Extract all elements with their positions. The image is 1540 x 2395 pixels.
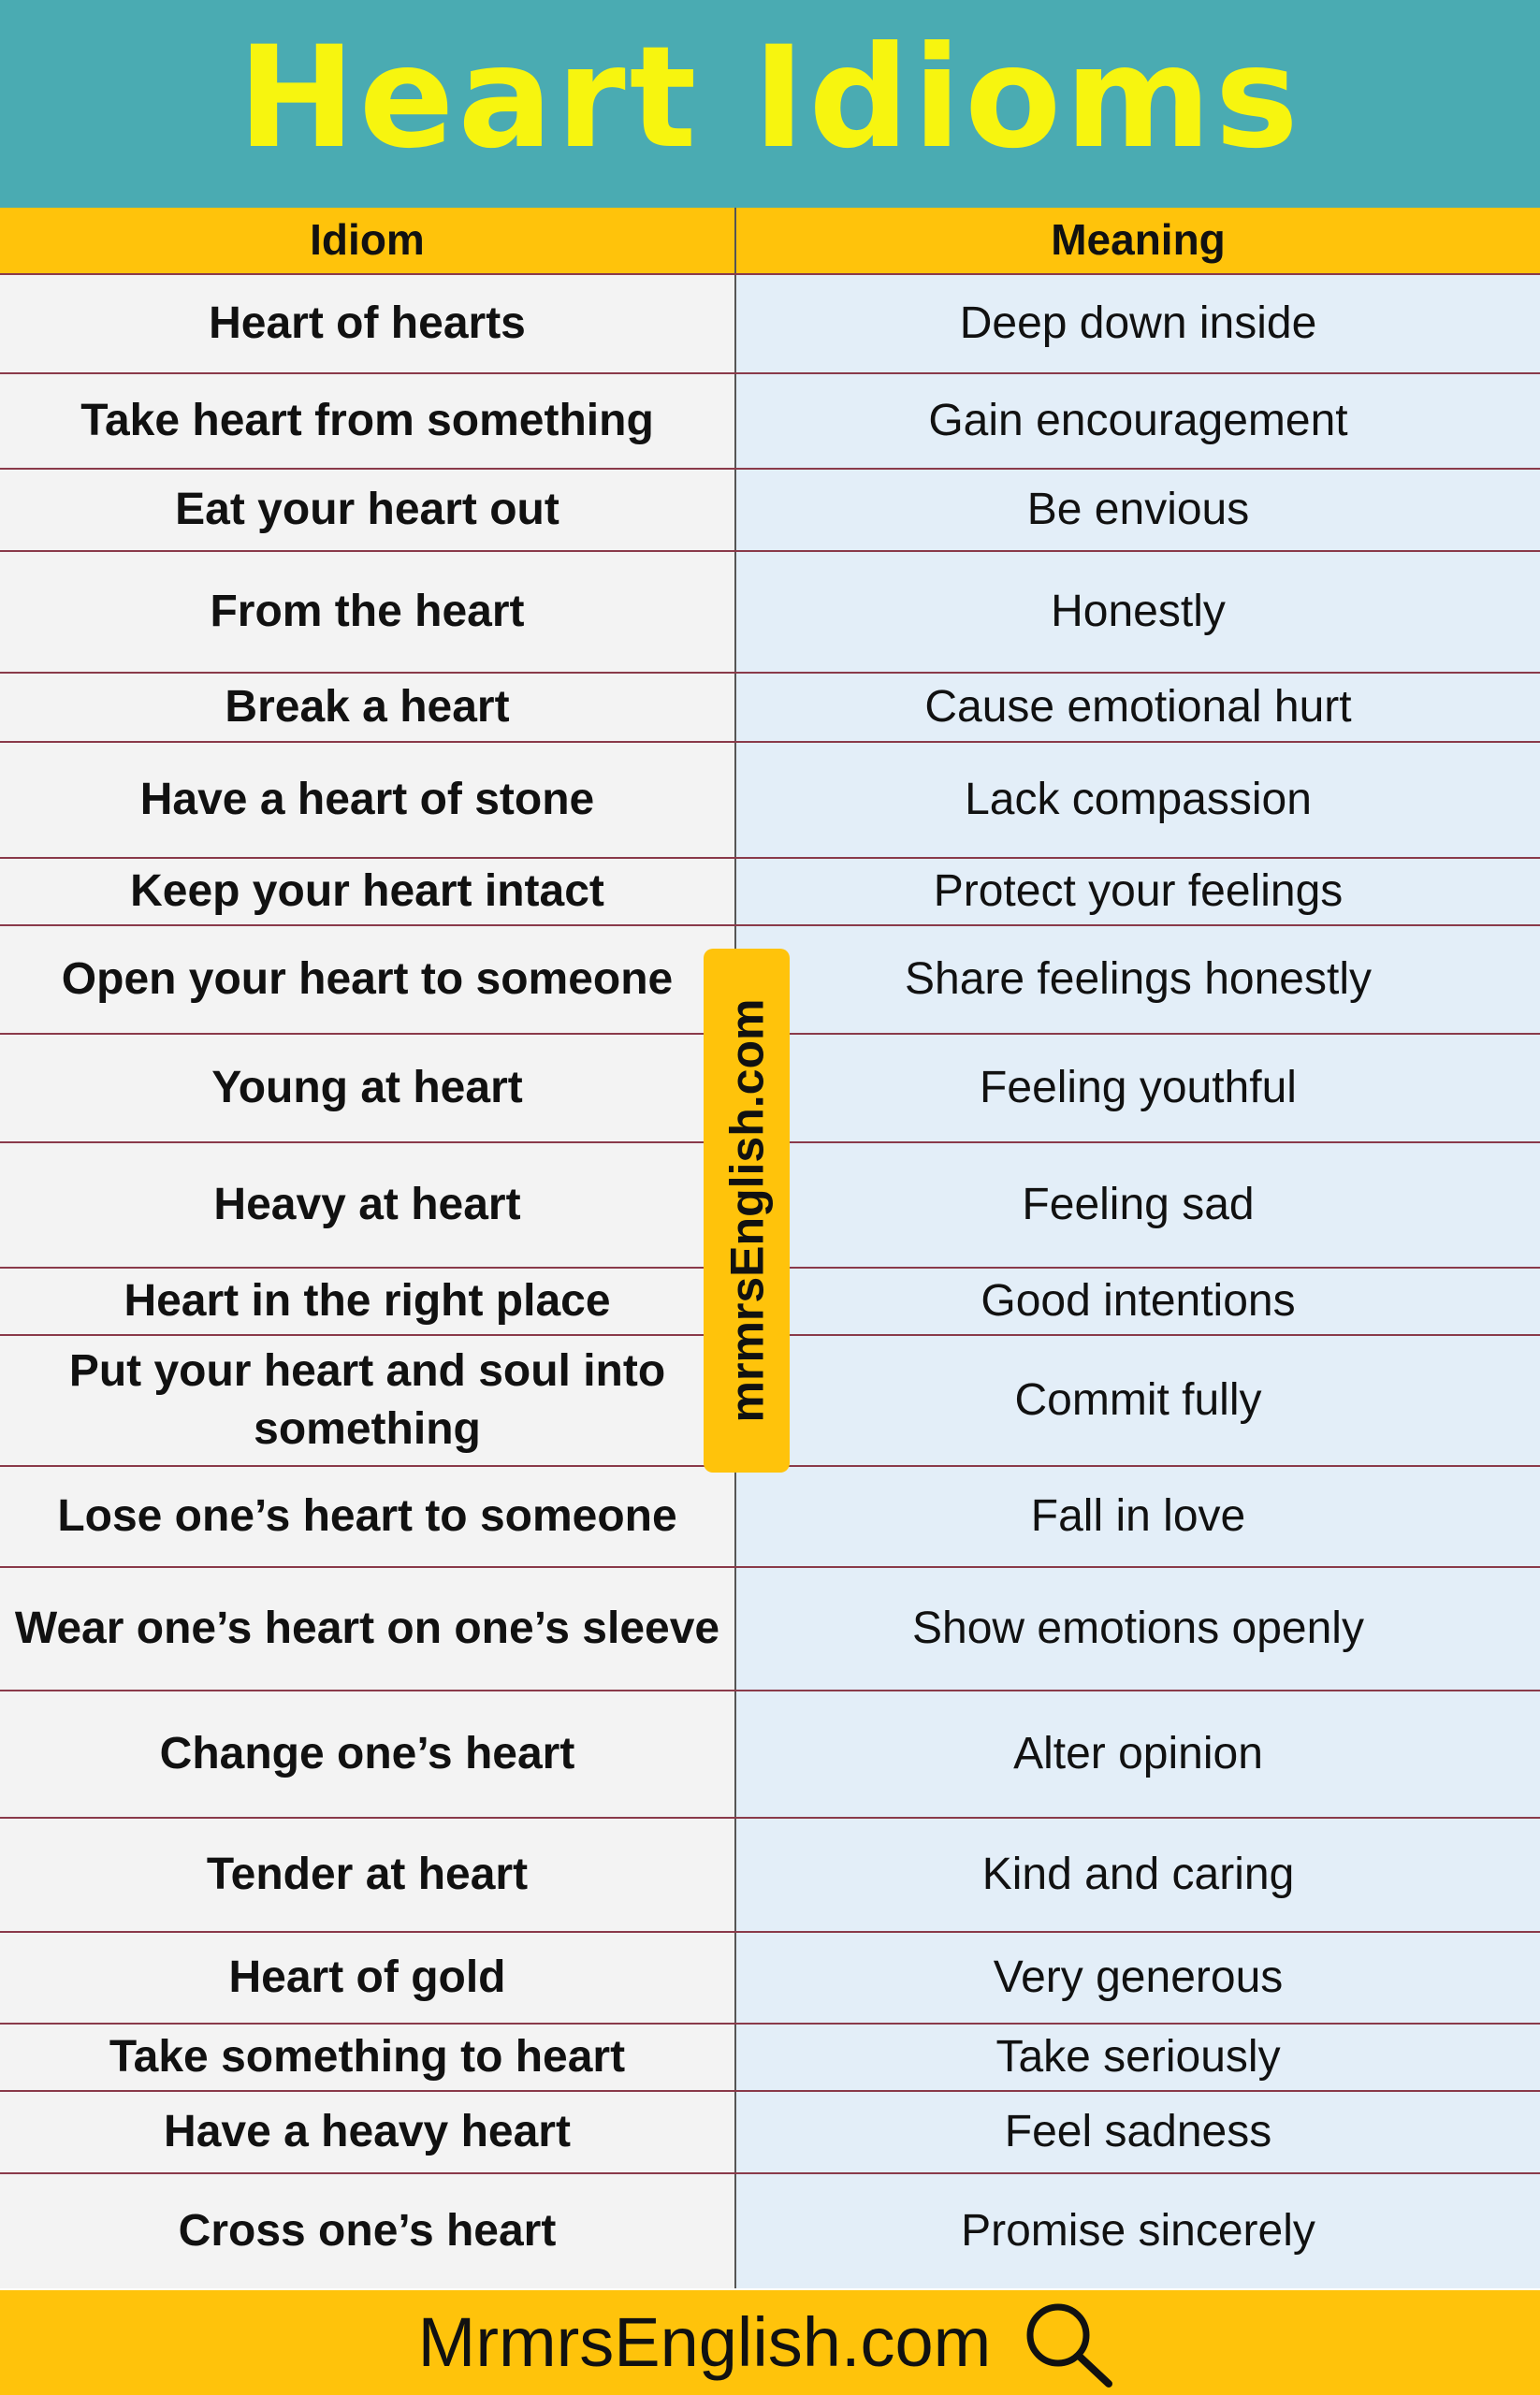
table-row [0, 275, 1540, 374]
idiom-cell: Keep your heart intact [0, 859, 736, 924]
footer-banner [0, 2290, 1540, 2395]
table-row [0, 743, 1540, 859]
meaning-cell: Honestly [736, 552, 1540, 672]
idiom-cell: Wear one’s heart on one’s sleeve [0, 1568, 736, 1690]
meaning-cell: Good intentions [736, 1269, 1540, 1334]
idiom-cell: Change one’s heart [0, 1691, 736, 1817]
meaning-cell: Be envious [736, 470, 1540, 550]
idiom-cell: Have a heart of stone [0, 743, 736, 857]
table-row [0, 674, 1540, 743]
meaning-cell: Show emotions openly [736, 1568, 1540, 1690]
idiom-cell: Put your heart and soul into something [0, 1336, 736, 1465]
table-row [0, 1819, 1540, 1933]
table-row [0, 2174, 1540, 2288]
table-row [0, 1568, 1540, 1691]
idiom-cell: Heart in the right place [0, 1269, 736, 1334]
idiom-cell: Lose one’s heart to someone [0, 1467, 736, 1566]
table-row [0, 1691, 1540, 1819]
table-header-row [0, 208, 1540, 275]
idiom-cell: Heavy at heart [0, 1143, 736, 1267]
meaning-cell: Take seriously [736, 2025, 1540, 2090]
page-title: Heart Idioms [238, 17, 1302, 180]
idiom-cell: Have a heavy heart [0, 2092, 736, 2172]
meaning-cell: Feeling youthful [736, 1035, 1540, 1141]
meaning-cell: Share feelings honestly [736, 926, 1540, 1033]
idiom-cell: Eat your heart out [0, 470, 736, 550]
meaning-cell: Fall in love [736, 1467, 1540, 1566]
table-row [0, 552, 1540, 674]
title-banner [0, 0, 1540, 208]
meaning-cell: Alter opinion [736, 1691, 1540, 1817]
table-row [0, 2092, 1540, 2174]
idiom-cell: From the heart [0, 552, 736, 672]
table-row [0, 859, 1540, 926]
table-row [0, 1467, 1540, 1568]
idiom-cell: Break a heart [0, 674, 736, 741]
footer-site-name[interactable]: MrmrsEnglish.com [417, 2303, 992, 2381]
idiom-cell: Heart of hearts [0, 275, 736, 372]
meaning-cell: Promise sincerely [736, 2174, 1540, 2288]
idiom-column-header: Idiom [0, 208, 736, 273]
idiom-cell: Tender at heart [0, 1819, 736, 1931]
meaning-cell: Feel sadness [736, 2092, 1540, 2172]
table-row [0, 470, 1540, 552]
meaning-cell: Lack compassion [736, 743, 1540, 857]
meaning-cell: Commit fully [736, 1336, 1540, 1465]
meaning-cell: Protect your feelings [736, 859, 1540, 924]
table-row [0, 2025, 1540, 2092]
table-row [0, 1933, 1540, 2025]
meaning-cell: Deep down inside [736, 275, 1540, 372]
watermark-text: mrmrsEnglish.com [720, 998, 773, 1423]
idiom-cell: Heart of gold [0, 1933, 736, 2023]
meaning-cell: Feeling sad [736, 1143, 1540, 1267]
search-icon [1019, 2296, 1122, 2389]
idiom-cell: Young at heart [0, 1035, 736, 1141]
table-row [0, 374, 1540, 470]
idiom-cell: Take heart from something [0, 374, 736, 468]
meaning-cell: Cause emotional hurt [736, 674, 1540, 741]
watermark-badge [704, 949, 790, 1473]
meaning-column-header: Meaning [736, 208, 1540, 273]
idiom-cell: Take something to heart [0, 2025, 736, 2090]
meaning-cell: Kind and caring [736, 1819, 1540, 1931]
idiom-cell: Cross one’s heart [0, 2174, 736, 2288]
idiom-cell: Open your heart to someone [0, 926, 736, 1033]
meaning-cell: Very generous [736, 1933, 1540, 2023]
meaning-cell: Gain encouragement [736, 374, 1540, 468]
